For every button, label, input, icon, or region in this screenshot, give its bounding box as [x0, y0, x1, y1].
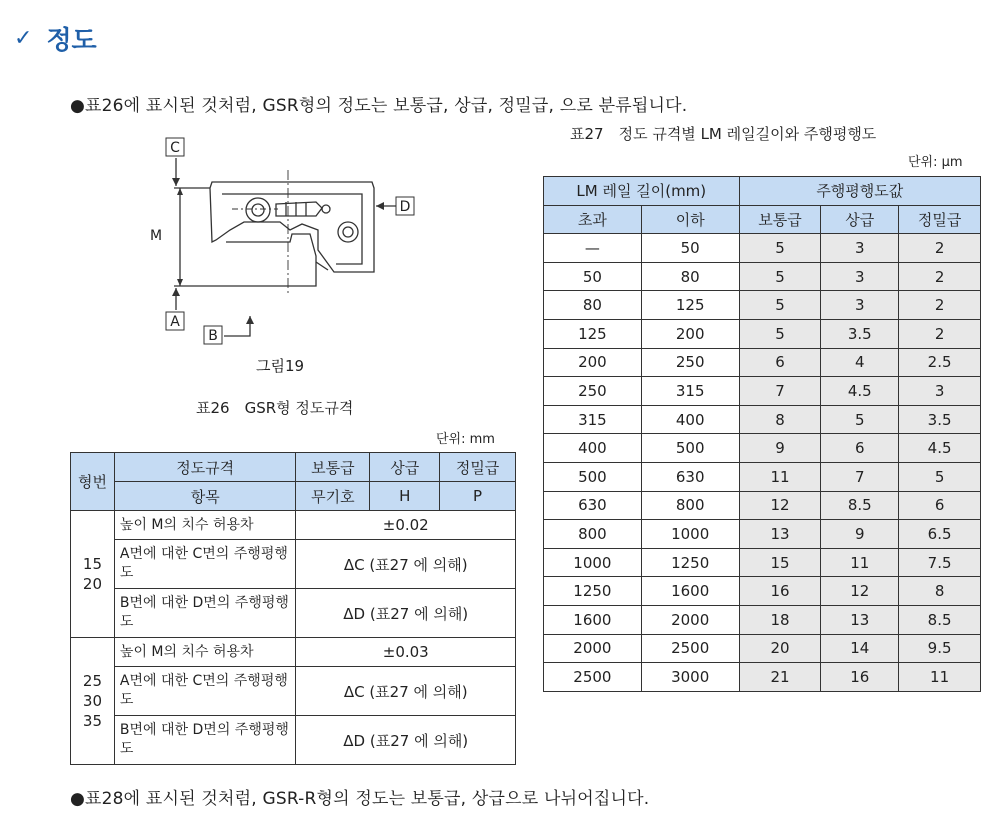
precision-cell: 2.5 — [899, 348, 981, 377]
header-upto: 이하 — [641, 205, 739, 234]
precision-cell: 6 — [899, 491, 981, 520]
upto-cell: 1600 — [641, 577, 739, 606]
figure-caption: 그림19 — [256, 357, 305, 375]
upto-cell: 400 — [641, 405, 739, 434]
table-row — [544, 577, 981, 606]
high-cell: 13 — [821, 605, 899, 634]
high-cell: 3 — [821, 262, 899, 291]
table-row — [544, 462, 981, 491]
upto-cell: 315 — [641, 377, 739, 406]
upto-cell: 800 — [641, 491, 739, 520]
header-model: 형번 — [71, 453, 115, 511]
over-cell: 1600 — [544, 605, 642, 634]
table27-unit: 단위: μm — [908, 155, 963, 170]
table-row — [544, 405, 981, 434]
precision-cell: 11 — [899, 663, 981, 692]
label-a: A — [170, 314, 180, 330]
upto-cell: 500 — [641, 434, 739, 463]
value-cell: ΔC (표27 에 의해) — [296, 540, 516, 589]
over-cell: 250 — [544, 377, 642, 406]
model-group: 25 30 35 — [71, 638, 115, 765]
table26-unit: 단위: mm — [436, 432, 495, 447]
normal-cell: 21 — [739, 663, 821, 692]
high-cell: 12 — [821, 577, 899, 606]
normal-cell: 11 — [739, 462, 821, 491]
table27 — [543, 176, 981, 692]
header-grade-precision: 정밀급 — [899, 205, 981, 234]
high-cell: 3 — [821, 291, 899, 320]
precision-cell: 2 — [899, 319, 981, 348]
header-item: 항목 — [114, 482, 296, 511]
header-over: 초과 — [544, 205, 642, 234]
precision-cell: 3.5 — [899, 405, 981, 434]
figure-19-diagram — [140, 130, 430, 360]
normal-cell: 13 — [739, 520, 821, 549]
high-cell: 9 — [821, 520, 899, 549]
header-grade-high: 상급 — [370, 453, 440, 482]
table-row — [544, 605, 981, 634]
header-grade-high: 상급 — [821, 205, 899, 234]
normal-cell: 5 — [739, 234, 821, 263]
over-cell: 50 — [544, 262, 642, 291]
table-row — [544, 348, 981, 377]
precision-cell: 6.5 — [899, 520, 981, 549]
precision-cell: 2 — [899, 262, 981, 291]
high-cell: 4 — [821, 348, 899, 377]
high-cell: 3 — [821, 234, 899, 263]
header-symbol-precision: P — [440, 482, 516, 511]
high-cell: 3.5 — [821, 319, 899, 348]
value-cell: ΔD (표27 에 의해) — [296, 716, 516, 765]
precision-cell: 5 — [899, 462, 981, 491]
header-spec: 정도규격 — [114, 453, 296, 482]
high-cell: 16 — [821, 663, 899, 692]
upto-cell: 80 — [641, 262, 739, 291]
upto-cell: 3000 — [641, 663, 739, 692]
item-cell: A면에 대한 C면의 주행평행도 — [114, 540, 296, 589]
header-parallelism: 주행평행도값 — [739, 177, 980, 206]
label-c: C — [170, 140, 180, 156]
section-header — [14, 20, 97, 56]
label-m: M — [150, 228, 163, 244]
header-grade-precision: 정밀급 — [440, 453, 516, 482]
high-cell: 14 — [821, 634, 899, 663]
value-cell: ΔC (표27 에 의해) — [296, 667, 516, 716]
table-row — [544, 634, 981, 663]
normal-cell: 5 — [739, 319, 821, 348]
upto-cell: 250 — [641, 348, 739, 377]
header-symbol-high: H — [370, 482, 440, 511]
intro-text: ●표26에 표시된 것처럼, GSR형의 정도는 보통급, 상급, 정밀급, 으로 분류됩니다. — [70, 96, 688, 116]
normal-cell: 6 — [739, 348, 821, 377]
item-cell: B면에 대한 D면의 주행평행도 — [114, 589, 296, 638]
over-cell: 800 — [544, 520, 642, 549]
table27-title: 표27 정도 규격별 LM 레일길이와 주행평행도 — [570, 125, 877, 143]
table26-title: 표26 GSR형 정도규격 — [196, 399, 354, 417]
check-icon: ✓ — [14, 25, 33, 51]
over-cell: 500 — [544, 462, 642, 491]
over-cell: 630 — [544, 491, 642, 520]
item-cell: A면에 대한 C면의 주행평행도 — [114, 667, 296, 716]
precision-cell: 3 — [899, 377, 981, 406]
over-cell: 1000 — [544, 548, 642, 577]
over-cell: 200 — [544, 348, 642, 377]
table-row — [544, 663, 981, 692]
over-cell: — — [544, 234, 642, 263]
over-cell: 315 — [544, 405, 642, 434]
high-cell: 11 — [821, 548, 899, 577]
precision-cell: 7.5 — [899, 548, 981, 577]
model-group: 15 20 — [71, 511, 115, 638]
section-title: 정도 — [46, 25, 97, 56]
normal-cell: 5 — [739, 262, 821, 291]
upto-cell: 2500 — [641, 634, 739, 663]
precision-cell: 9.5 — [899, 634, 981, 663]
normal-cell: 18 — [739, 605, 821, 634]
high-cell: 7 — [821, 462, 899, 491]
precision-cell: 2 — [899, 291, 981, 320]
item-cell: 높이 M의 치수 허용차 — [114, 638, 296, 667]
normal-cell: 16 — [739, 577, 821, 606]
upto-cell: 1000 — [641, 520, 739, 549]
header-symbol-normal: 무기호 — [296, 482, 370, 511]
table-row — [544, 491, 981, 520]
upto-cell: 125 — [641, 291, 739, 320]
upto-cell: 200 — [641, 319, 739, 348]
table26 — [70, 452, 516, 765]
table-row — [544, 319, 981, 348]
normal-cell: 5 — [739, 291, 821, 320]
table-row — [544, 548, 981, 577]
precision-cell: 2 — [899, 234, 981, 263]
precision-cell: 8 — [899, 577, 981, 606]
over-cell: 2500 — [544, 663, 642, 692]
table-row — [544, 262, 981, 291]
over-cell: 1250 — [544, 577, 642, 606]
over-cell: 80 — [544, 291, 642, 320]
normal-cell: 15 — [739, 548, 821, 577]
value-cell: ΔD (표27 에 의해) — [296, 589, 516, 638]
item-cell: 높이 M의 치수 허용차 — [114, 511, 296, 540]
upto-cell: 2000 — [641, 605, 739, 634]
table-row — [544, 434, 981, 463]
over-cell: 2000 — [544, 634, 642, 663]
item-cell: B면에 대한 D면의 주행평행도 — [114, 716, 296, 765]
normal-cell: 7 — [739, 377, 821, 406]
header-grade-normal: 보통급 — [296, 453, 370, 482]
value-cell: ±0.03 — [296, 638, 516, 667]
over-cell: 125 — [544, 319, 642, 348]
table-row — [544, 234, 981, 263]
high-cell: 6 — [821, 434, 899, 463]
normal-cell: 9 — [739, 434, 821, 463]
table-row — [544, 291, 981, 320]
high-cell: 5 — [821, 405, 899, 434]
table-row — [544, 520, 981, 549]
over-cell: 400 — [544, 434, 642, 463]
precision-cell: 4.5 — [899, 434, 981, 463]
header-grade-normal: 보통급 — [739, 205, 821, 234]
high-cell: 4.5 — [821, 377, 899, 406]
footer-text: ●표28에 표시된 것처럼, GSR-R형의 정도는 보통급, 상급으로 나뉘어집니다. — [70, 789, 650, 809]
upto-cell: 630 — [641, 462, 739, 491]
table-row — [544, 377, 981, 406]
upto-cell: 50 — [641, 234, 739, 263]
precision-cell: 8.5 — [899, 605, 981, 634]
high-cell: 8.5 — [821, 491, 899, 520]
header-rail-length: LM 레일 길이(mm) — [544, 177, 740, 206]
label-b: B — [208, 328, 218, 344]
table27-body — [544, 234, 981, 692]
value-cell: ±0.02 — [296, 511, 516, 540]
label-d: D — [399, 199, 411, 215]
normal-cell: 12 — [739, 491, 821, 520]
upto-cell: 1250 — [641, 548, 739, 577]
normal-cell: 20 — [739, 634, 821, 663]
normal-cell: 8 — [739, 405, 821, 434]
